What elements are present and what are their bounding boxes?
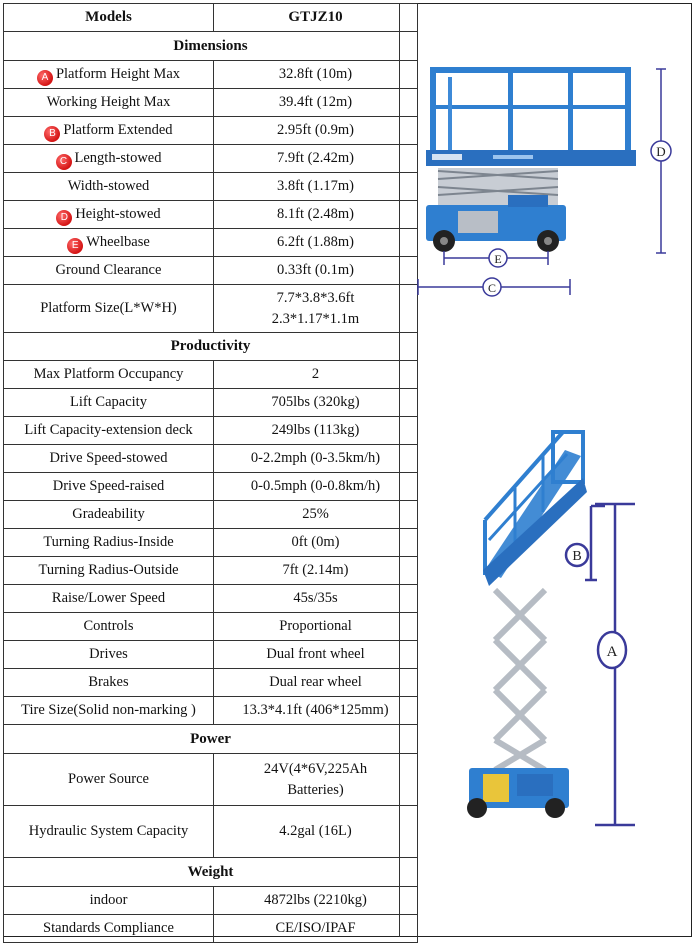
spec-label — [4, 445, 214, 473]
spec-row — [4, 417, 418, 445]
spec-value — [214, 257, 418, 285]
spec-label-text: Tire Size(Solid non-marking ) — [21, 702, 196, 718]
spec-label-text: Controls — [83, 618, 134, 634]
spec-label — [4, 417, 214, 445]
spec-table — [3, 3, 418, 943]
spec-row — [4, 229, 418, 257]
spec-label-text: Raise/Lower Speed — [51, 590, 166, 606]
spec-label — [4, 557, 214, 585]
spec-label — [4, 697, 214, 725]
spec-label-text: Working Height Max — [46, 94, 171, 110]
spec-value-text: 2.95ft (0.9m) — [277, 122, 354, 138]
spec-row — [4, 613, 418, 641]
dimension-marker-icon: B — [44, 126, 60, 142]
spec-value-text: 24V(4*6V,225Ah — [263, 760, 368, 777]
section-power: Power — [4, 725, 418, 754]
spec-label-text: Turning Radius-Inside — [43, 534, 174, 550]
spec-label — [4, 117, 214, 145]
spec-label — [4, 361, 214, 389]
section-productivity: Productivity — [4, 333, 418, 361]
dimension-marker-icon: E — [67, 238, 83, 254]
spec-value — [214, 641, 418, 669]
spec-label — [4, 887, 214, 915]
spec-value — [214, 117, 418, 145]
spec-value-text: 7ft (2.14m) — [282, 562, 349, 578]
spec-label-text: Gradeability — [72, 506, 145, 522]
models-label: Models — [4, 4, 214, 32]
spec-label — [4, 669, 214, 697]
dimension-marker-icon: D — [56, 210, 72, 226]
spec-row — [4, 501, 418, 529]
spec-value-text: 0-2.2mph (0-3.5km/h) — [250, 450, 381, 466]
spec-label-text: Drives — [89, 646, 128, 662]
spec-label-text: Platform Height Max — [55, 65, 181, 82]
spec-value — [214, 389, 418, 417]
spec-label — [4, 529, 214, 557]
spec-row — [4, 257, 418, 285]
spec-value-text: 8.1ft (2.48m) — [277, 206, 354, 222]
stowed-lift-illustration — [426, 67, 636, 252]
spec-value — [214, 669, 418, 697]
spec-value-text: 7.9ft (2.42m) — [277, 150, 354, 166]
spec-value-text: 2 — [311, 366, 320, 382]
spec-label-text: Lift Capacity-extension deck — [24, 422, 193, 438]
spec-row — [4, 529, 418, 557]
spec-value — [214, 529, 418, 557]
spec-value-text: Dual rear wheel — [269, 674, 362, 690]
label-c: C — [487, 281, 497, 295]
spec-value-text: 4872lbs (2210kg) — [264, 892, 367, 908]
spec-row — [4, 445, 418, 473]
spec-label-text: Length-stowed — [74, 149, 162, 166]
spec-label — [4, 145, 214, 173]
spec-label — [4, 201, 214, 229]
spec-value — [214, 887, 418, 915]
label-e: E — [494, 252, 502, 266]
spec-value — [214, 89, 418, 117]
dimension-marker-icon: A — [37, 70, 53, 86]
spec-label — [4, 285, 214, 333]
spec-value — [214, 445, 418, 473]
spec-label-text: Wheelbase — [86, 233, 150, 250]
spec-label-text: Power Source — [68, 771, 149, 787]
spec-row — [4, 173, 418, 201]
spec-label-text: Drive Speed-raised — [52, 478, 165, 494]
spec-row — [4, 697, 418, 725]
spec-row — [4, 201, 418, 229]
spec-row — [4, 89, 418, 117]
spec-row — [4, 285, 418, 333]
spec-value-text: 7.7*3.8*3.6ft — [276, 289, 355, 306]
spec-value — [214, 697, 418, 725]
spec-label — [4, 257, 214, 285]
spec-value — [214, 501, 418, 529]
spec-value-text: 705lbs (320kg) — [271, 394, 360, 410]
spec-value-text: Proportional — [279, 618, 352, 634]
spec-value — [214, 285, 418, 333]
spec-value — [214, 61, 418, 89]
spec-row — [4, 557, 418, 585]
spec-value — [214, 201, 418, 229]
spec-label — [4, 915, 214, 943]
spec-label — [4, 89, 214, 117]
spec-label-text: Brakes — [88, 674, 129, 690]
section-weight: Weight — [4, 858, 418, 887]
spec-row — [4, 887, 418, 915]
spec-value-text: 32.8ft (10m) — [278, 66, 353, 82]
spec-row — [4, 585, 418, 613]
spec-label-text: Width-stowed — [67, 178, 150, 194]
spec-label — [4, 613, 214, 641]
spec-value-text: 4.2gal (16L) — [279, 823, 352, 839]
spec-value — [214, 417, 418, 445]
spec-label-text: Hydraulic System Capacity — [28, 823, 189, 839]
dimension-a — [595, 504, 635, 825]
spec-label-text: Standards Compliance — [43, 920, 174, 936]
label-b: B — [572, 549, 582, 564]
spec-value — [214, 915, 418, 943]
spec-label-text: Platform Extended — [63, 121, 173, 138]
spec-label-text: Height-stowed — [75, 205, 161, 222]
spec-value-text: 249lbs (113kg) — [271, 422, 360, 438]
spec-value-text: 6.2ft (1.88m) — [277, 234, 354, 250]
raised-lift-diagram — [455, 410, 685, 840]
spec-label — [4, 229, 214, 257]
spec-value-text: 45s/35s — [293, 590, 338, 606]
spec-row — [4, 145, 418, 173]
spec-value — [214, 585, 418, 613]
spec-value-text: 0ft (0m) — [291, 534, 340, 550]
spec-row — [4, 361, 418, 389]
spec-value — [214, 557, 418, 585]
spec-label — [4, 501, 214, 529]
spec-value — [214, 754, 418, 806]
spec-row — [4, 473, 418, 501]
spec-value-text: 3.8ft (1.17m) — [277, 178, 354, 194]
spec-row — [4, 915, 418, 943]
spec-value — [214, 613, 418, 641]
spec-value — [214, 806, 418, 858]
spec-value-text: Dual front wheel — [266, 646, 365, 662]
label-d: D — [656, 144, 666, 159]
spec-label-text: indoor — [89, 892, 128, 908]
model-name: GTJZ10 — [214, 4, 418, 32]
spec-value — [214, 361, 418, 389]
spec-label — [4, 585, 214, 613]
stowed-lift-diagram — [408, 55, 688, 315]
spec-value-text: CE/ISO/IPAF — [275, 920, 356, 936]
spec-value-text-line2: 2.3*1.17*1.1m — [271, 310, 360, 327]
spec-value — [214, 473, 418, 501]
spec-value — [214, 173, 418, 201]
spec-label — [4, 754, 214, 806]
spec-label-text: Platform Size(L*W*H) — [40, 300, 177, 316]
spec-row — [4, 806, 418, 858]
spec-label — [4, 61, 214, 89]
spec-value-text: 25% — [302, 506, 329, 522]
spec-label-text: Drive Speed-stowed — [49, 450, 168, 466]
spec-label-text: Max Platform Occupancy — [33, 366, 184, 382]
spec-row — [4, 641, 418, 669]
spec-label — [4, 473, 214, 501]
spec-row — [4, 61, 418, 89]
spec-value-text: 0.33ft (0.1m) — [277, 262, 354, 278]
spec-value-text: 39.4ft (12m) — [278, 94, 353, 110]
spec-value-text: 0-0.5mph (0-0.8km/h) — [250, 478, 381, 494]
spec-value-text: 13.3*4.1ft (406*125mm) — [242, 702, 389, 718]
dimension-b — [566, 506, 605, 580]
dimension-d — [651, 69, 671, 253]
dimension-marker-icon: C — [56, 154, 72, 170]
spec-label-text: Turning Radius-Outside — [38, 562, 179, 578]
spec-label-text: Ground Clearance — [55, 262, 162, 278]
spec-value — [214, 229, 418, 257]
spec-label-text: Lift Capacity — [70, 394, 147, 410]
spec-label — [4, 806, 214, 858]
label-a: A — [606, 644, 618, 660]
raised-lift-illustration — [467, 432, 587, 818]
section-dimensions: Dimensions — [4, 32, 418, 61]
spec-value — [214, 145, 418, 173]
spec-row — [4, 117, 418, 145]
spec-row — [4, 389, 418, 417]
spec-label — [4, 173, 214, 201]
spec-row — [4, 669, 418, 697]
spec-row — [4, 754, 418, 806]
spec-label — [4, 641, 214, 669]
spec-value-text-line2: Batteries) — [287, 781, 344, 798]
spec-label — [4, 389, 214, 417]
